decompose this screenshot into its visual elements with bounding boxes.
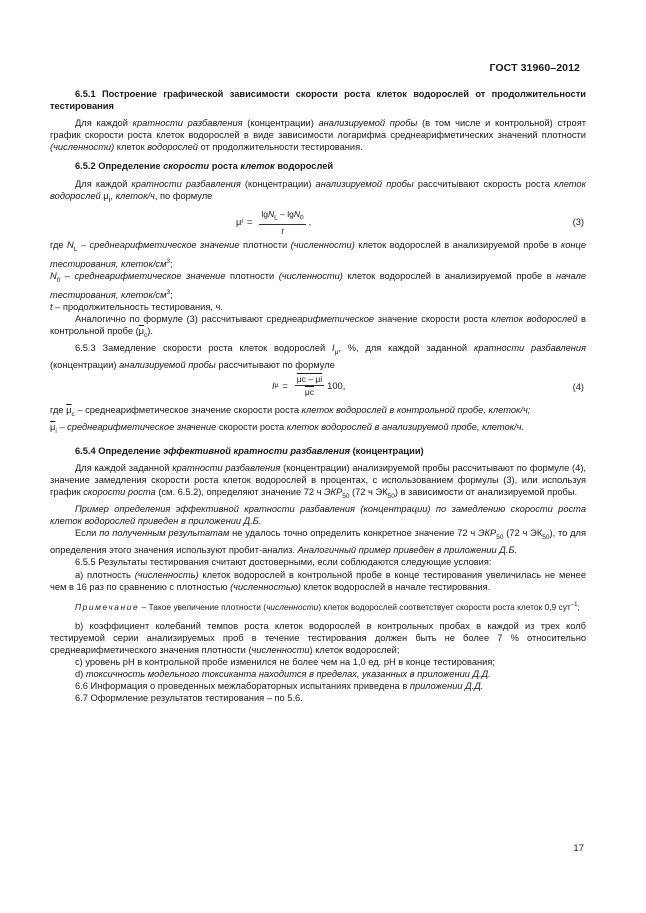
condition-b: b) коэффициент колебаний темпов роста клеток водорослей в контрольных пробах в каждой из трех колб тестируемой серии анализируемых проб в течение тестирования должен быть не более 7 % относительно среднеарифметического значения плотности (численности) клеток водорослей; bbox=[50, 620, 586, 655]
section-6-5-4-paragraph: Для каждой заданной кратности разбавления (концентрации) анализируемой пробы рассчитывают по формуле (4), значение замедления скорости роста клеток водорослей в процентах, с использованием формулы (3), или используя график скорости роста (см. 6.5.2), определяют значение 72 ч $ЭКР_{50}$ (72 ч $ЭК_{50}$) в зависимости от анализируемой пробы. bbox=[50, 463, 586, 501]
section-6-5-5-intro: 6.5.5 Результаты тестирования считают достоверными, если соблюдаются следующие условия: bbox=[75, 557, 492, 568]
condition-a: а) плотность (численность) клеток водорослей в контрольной пробе в конце тестирования увеличилась не менее чем в 16 раз по сравнению с плотностью (численностью) клеток водорослей в начале тестирования. bbox=[50, 569, 586, 592]
where-mu-c: где $\overline{\mu}_c$ – среднеарифметическое значение скорости роста клеток водорослей в контрольной пробе, клеток/ч; bbox=[50, 405, 531, 418]
standard-header: ГОСТ 31960–2012 bbox=[489, 62, 580, 74]
where-mu-i: $\overline{\mu}_i$ – среднеарифметическое значение скорости роста клеток водорослей в анализируемой пробе, клеток/ч. bbox=[50, 422, 524, 435]
formula-3-fraction: $\frac{\lg N_L - \lg N_0}{t}$ bbox=[261, 208, 304, 237]
section-6-5-1-paragraph: Для каждой кратности разбавления (концентрации) анализируемой пробы (в том числе и контрольной) строят график скорости роста клеток водорослей в виде зависимости логарифма среднеарифметических значений плотности (численности) клеток водорослей от продолжительности тестирования. bbox=[50, 118, 586, 153]
condition-c: с) уровень рН в контрольной пробе изменился не более чем на 1,0 ед. рН в конце тестирования; bbox=[75, 656, 495, 667]
section-6-5-2-title: 6.5.2 Определение скорости роста клеток водорослей bbox=[75, 161, 334, 172]
section-6-7: 6.7 Оформление результатов тестирования – по 5.6. bbox=[75, 693, 303, 704]
where-n0: $N_0$ – среднеарифметическое значение плотности (численности) клеток водорослей в анализируемой пробе в начале тестирования, клеток/$см^3$; bbox=[50, 270, 587, 300]
formula-3: μ i = $\frac{\lg N_L - \lg N_0}{t}$ , (3) bbox=[236, 208, 584, 237]
where-t: t – продолжительность тестирования, ч. bbox=[50, 301, 223, 312]
note: Примечание – Такое увеличение плотности (численности) клеток водорослей соответствует скорости роста клеток 0,9 сут$^{-1}$; bbox=[75, 601, 580, 612]
section-6-6: 6.6 Информация о проведенных межлабораторных испытаниях приведена в приложении Д.Д. bbox=[75, 681, 484, 691]
section-6-5-2-paragraph: Для каждой кратности разбавления (концентрации) анализируемой пробы рассчитывают скорость роста клеток водорослей $\mu_i$, клеток/ч, по формуле bbox=[50, 178, 586, 204]
section-6-5-2-paragraph-2: Аналогично по формуле (3) рассчитывают среднеарифметическое значение скорости роста клеток водорослей в контрольной пробе $(\overline{\mu}_c)$. bbox=[50, 313, 586, 339]
where-nl: где $N_L$ – среднеарифметическое значение плотности (численности) клеток водорослей в анализируемой пробе в конце тестирования, клеток/$см^3$; bbox=[50, 239, 587, 269]
section-6-5-1-title: 6.5.1 Построение графической зависимости скорости роста клеток водорослей от продолжительности тестирования bbox=[50, 89, 586, 112]
formula-4: I μ = $\frac{\mu c - \mu i}{\mu c}$ 100 , (4) bbox=[272, 374, 584, 398]
formula-3-number: (3) bbox=[572, 216, 584, 227]
formula-4-fraction: $\frac{\mu c - \mu i}{\mu c}$ bbox=[296, 374, 323, 398]
page-number: 17 bbox=[573, 843, 584, 854]
document-body bbox=[50, 88, 586, 704]
condition-d: d) токсичность модельного токсиканта находится в пределах, указанных в приложении Д.Д. bbox=[75, 668, 491, 679]
section-6-5-3-paragraph: 6.5.3 Замедление скорости роста клеток водорослей $I_\mu$, %, для каждой заданной кратности разбавления (концентрации) анализируемой пробы рассчитывают по формуле bbox=[50, 343, 587, 370]
section-6-5-4-title: 6.5.4 Определение эффективной кратности разбавления (концентрации) bbox=[75, 445, 424, 456]
section-6-5-4-paragraph-3: Если по полученным результатам не удалось точно определить конкретное значение 72 ч $ЭКР_{50}$ (72 ч $ЭК_{50}$), то для определения этого значения используют пробит-анализ. Аналогичный пример приведен в приложении Д.Б. bbox=[50, 528, 587, 556]
section-6-5-4-example: Пример определения эффективной кратности разбавления (концентрации) по замедлению скорости роста клеток водорослей приведен в приложении Д.Б. bbox=[50, 504, 586, 527]
formula-4-number: (4) bbox=[572, 382, 584, 393]
